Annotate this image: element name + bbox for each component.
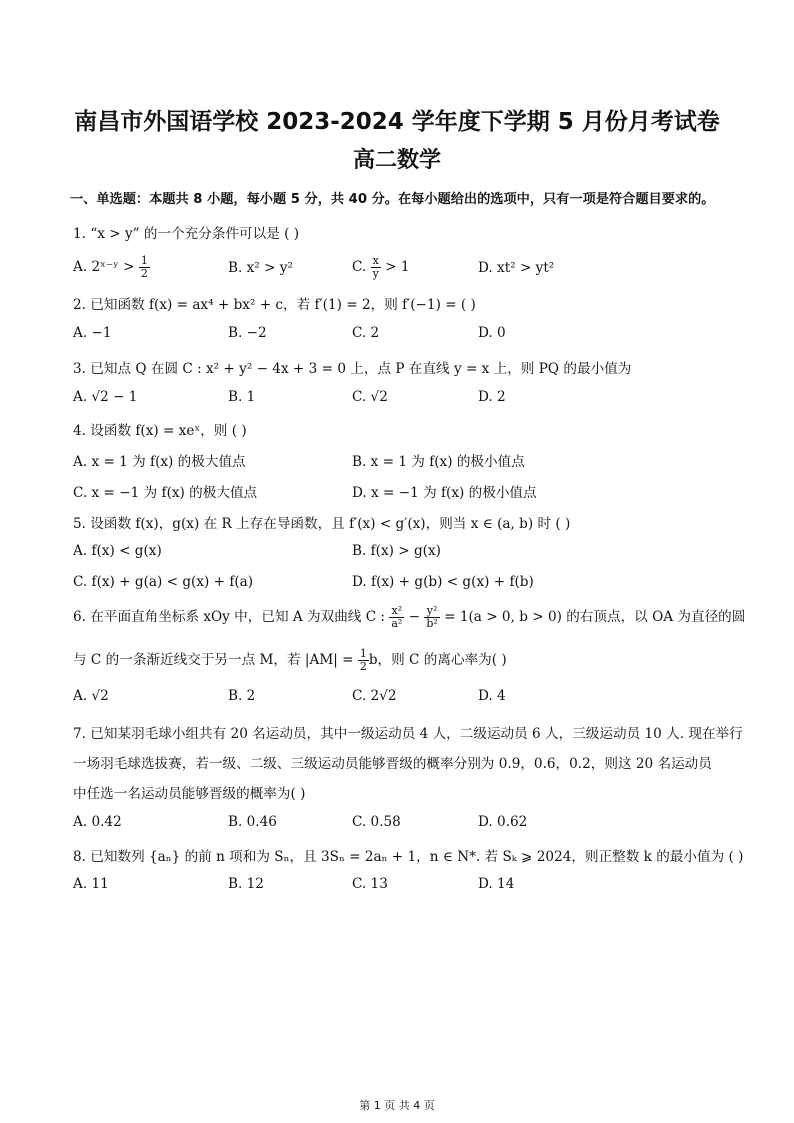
question-3-option-a: A. √2 − 1 xyxy=(73,389,138,405)
question-5-stem: 5. 设函数 f(x)，g(x) 在 R 上存在导函数，且 f′(x) < g′(x)，则当 x ∈ (a, b) 时 ( ) xyxy=(73,516,571,532)
question-7-option-c: C. 0.58 xyxy=(352,814,401,830)
question-2-option-c: C. 2 xyxy=(352,325,380,341)
question-6-option-a: A. √2 xyxy=(73,688,109,704)
question-7-stem-line-3: 中任选一名运动员能够晋级的概率为( ) xyxy=(73,786,306,802)
question-2-stem: 2. 已知函数 f(x) = ax⁴ + bx² + c，若 f′(1) = 2，则 f′(−1) = ( ) xyxy=(73,297,476,313)
question-2-option-a: A. −1 xyxy=(73,325,112,341)
question-4-option-a: A. x = 1 为 f(x) 的极大值点 xyxy=(73,454,246,470)
question-1-option-d: D. xt² > yt² xyxy=(478,260,555,276)
section-heading: 一、单选题：本题共 8 小题，每小题 5 分，共 40 分。在每小题给出的选项中，只有一项是符合题目要求的。 xyxy=(70,192,715,207)
question-6-stem-line-1: 6. 在平面直角坐标系 xOy 中，已知 A 为双曲线 C : $\frac{\text{x²}}{\text{a²}}$ − $\frac{\text{y²}}{\text{b²}}$ = 1(a > 0, b > 0) 的右顶点，以 OA 为直径的圆 xyxy=(73,604,746,630)
question-5-option-b: B. f(x) > g(x) xyxy=(352,543,441,559)
question-3-stem: 3. 已知点 Q 在圆 C : x² + y² − 4x + 3 = 0 上，点 P 在直线 y = x 上，则 PQ 的最小值为 xyxy=(73,361,632,377)
question-6-stem-line-2: 与 C 的一条渐近线交于另一点 M，若 |AM| = $\frac{1}{2}$ b，则 C 的离心率为( ) xyxy=(73,647,507,673)
question-7-stem-line-1: 7. 已知某羽毛球小组共有 20 名运动员，其中一级运动员 4 人，二级运动员 6 人，三级运动员 10 人. 现在举行 xyxy=(73,726,743,742)
question-5-option-a: A. f(x) < g(x) xyxy=(73,543,162,559)
question-4-stem: 4. 设函数 f(x) = xeˣ，则 ( ) xyxy=(73,423,247,439)
question-8-option-d: D. 14 xyxy=(478,876,515,892)
question-8-stem: 8. 已知数列 {aₙ} 的前 n 项和为 Sₙ，且 3Sₙ = 2aₙ + 1，n ∈ N*. 若 Sₖ ⩾ 2024，则正整数 k 的最小值为 ( ) xyxy=(73,849,744,865)
question-4-option-c: C. x = −1 为 f(x) 的极大值点 xyxy=(73,485,258,501)
question-7-option-d: D. 0.62 xyxy=(478,814,528,830)
question-2-option-d: D. 0 xyxy=(478,325,506,341)
question-8-option-a: A. 11 xyxy=(73,876,109,892)
question-6-option-d: D. 4 xyxy=(478,688,506,704)
question-1-option-c: C. $\frac{x}{y}$ > 1 xyxy=(352,254,410,280)
question-3-option-c: C. √2 xyxy=(352,389,388,405)
question-4-option-d: D. x = −1 为 f(x) 的极小值点 xyxy=(352,485,537,501)
question-7-stem-line-2: 一场羽毛球选拔赛，若一级、二级、三级运动员能够晋级的概率分别为 0.9，0.6，0.2，则这 20 名运动员 xyxy=(73,756,712,772)
question-8-option-c: C. 13 xyxy=(352,876,388,892)
question-1-option-a: A. 2ˣ⁻ʸ > $\frac{1}{2}$ xyxy=(73,254,148,280)
question-5-option-d: D. f(x) + g(b) < g(x) + f(b) xyxy=(352,574,534,590)
question-4-option-b: B. x = 1 为 f(x) 的极小值点 xyxy=(352,454,525,470)
question-8-option-b: B. 12 xyxy=(228,876,264,892)
question-1-stem: 1. “x > y” 的一个充分条件可以是 ( ) xyxy=(73,226,300,242)
question-5-option-c: C. f(x) + g(a) < g(x) + f(a) xyxy=(73,574,254,590)
question-6-option-c: C. 2√2 xyxy=(352,688,397,704)
question-2-option-b: B. −2 xyxy=(228,325,267,341)
page-footer: 第 1 页 共 4 页 xyxy=(359,1099,435,1112)
exam-title: 南昌市外国语学校 2023-2024 学年度下学期 5 月份月考试卷 xyxy=(74,109,720,135)
exam-subtitle: 高二数学 xyxy=(352,148,441,173)
question-1-option-b: B. x² > y² xyxy=(228,260,293,276)
question-3-option-d: D. 2 xyxy=(478,389,506,405)
question-6-option-b: B. 2 xyxy=(228,688,256,704)
question-7-option-b: B. 0.46 xyxy=(228,814,277,830)
question-7-option-a: A. 0.42 xyxy=(73,814,122,830)
question-3-option-b: B. 1 xyxy=(228,389,256,405)
